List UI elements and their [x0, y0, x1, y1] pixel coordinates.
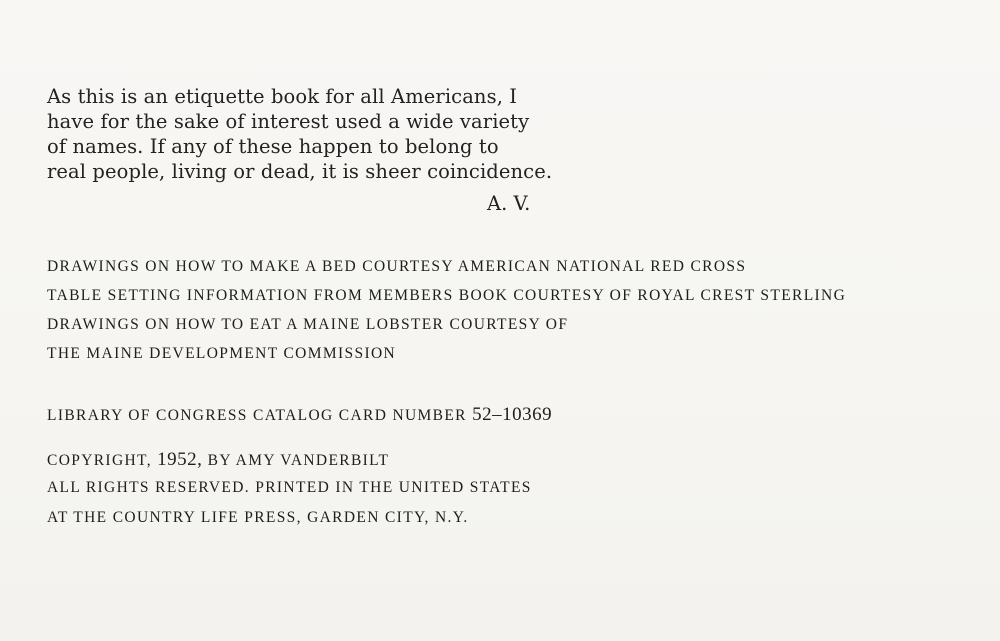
credit-line: THE MAINE DEVELOPMENT COMMISSION [47, 345, 397, 362]
author-note-line: real people, living or dead, it is sheer coincidence. [47, 160, 553, 183]
credit-line: TABLE SETTING INFORMATION FROM MEMBERS BOOK COURTESY OF ROYAL CREST STERLING [47, 287, 847, 304]
copyright-block [47, 449, 532, 539]
author-initials: A. V. [487, 192, 531, 215]
copyright-year: 1952, [157, 449, 203, 470]
catalog-card-number [47, 404, 552, 426]
author-note-line: of names. If any of these happen to belong to [47, 135, 499, 158]
author-note [47, 84, 607, 184]
catalog-label: LIBRARY OF CONGRESS CATALOG CARD NUMBER [47, 407, 467, 424]
catalog-number: 52–10369 [472, 404, 553, 425]
copyright-line [47, 449, 532, 479]
copyright-holder: BY AMY VANDERBILT [207, 452, 390, 469]
credit-line: DRAWINGS ON HOW TO MAKE A BED COURTESY AMERICAN NATIONAL RED CROSS [47, 258, 747, 275]
author-note-line: As this is an etiquette book for all Americans, I [47, 85, 518, 108]
author-note-line: have for the sake of interest used a wide variety [47, 110, 530, 133]
copyright-prefix: COPYRIGHT, [47, 452, 152, 469]
illustration-credits [47, 258, 846, 374]
rights-line: ALL RIGHTS RESERVED. PRINTED IN THE UNITED STATES [47, 479, 532, 496]
printer-line: AT THE COUNTRY LIFE PRESS, GARDEN CITY, N.Y. [47, 509, 469, 526]
credit-line: DRAWINGS ON HOW TO EAT A MAINE LOBSTER COURTESY OF [47, 316, 569, 333]
